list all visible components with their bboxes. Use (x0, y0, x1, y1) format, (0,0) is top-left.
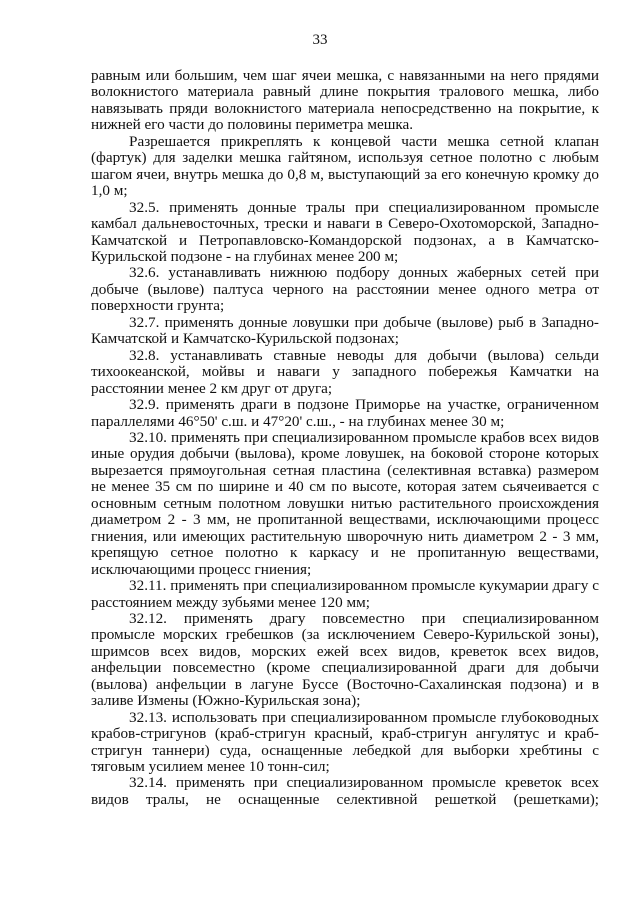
paragraph-32-9: 32.9. применять драги в подзоне Приморье на участке, ограниченном параллелями 46°50' с.ш. и 47°20' с.ш., - на глубинах менее 30 м; (91, 396, 599, 430)
paragraph-32-5: 32.5. применять донные тралы при специализированном промысле камбал дальневосточных, трески и наваги в Северо-Охотоморской, Западно-Камчатской и Петропавловско-Командорской подзонах, а в Камчатско-Курильской подзоне - на глубинах менее 200 м; (91, 198, 599, 265)
page-number: 33 (312, 32, 328, 48)
document-body (91, 68, 599, 808)
paragraph-fartuk: Разрешается прикреплять к концевой части мешка сетной клапан (фартук) для заделки мешка гайтяном, используя сетное полотно с любым шагом ячеи, внутрь мешка до 0,8 м, выступающий за его конечную кромку до 1,0 м; (91, 132, 599, 200)
paragraph-32-11: 32.11. применять при специализированном промысле кукумарии драгу с расстоянием между зубьями менее 120 мм; (91, 577, 599, 611)
paragraph-continuation: равным или большим, чем шаг ячеи мешка, с навязанными на него прядями волокнистого материала равный длине покрытия тралового мешка, либо навязывать пряди волокнистого материала непосредственно на покрытие, к нижней его части до половины периметра мешка. (91, 67, 599, 134)
paragraph-32-10: 32.10. применять при специализированном промысле крабов всех видов иные орудия добычи (вылова), кроме ловушек, на боковой стороне которых вырезается прямоугольная сетная пластина (селективная вставка) размером не менее 35 см по ширине и 40 см по высоте, которая затем сьячеивается с основным сетным полотном ловушки нитью растительного происхождения диаметром 2 - 3 мм, не пропитанной веществами, исключающими процесс гниения, или имеющих растительную шворочную нить диаметром 2 - 3 мм, крепящую сетное полотно к каркасу и не пропитанную веществами, исключающими процесс гниения; (91, 428, 599, 578)
paragraph-32-12: 32.12. применять драгу повсеместно при специализированном промысле морских гребешков (за исключением Северо-Курильской зоны), шримсов всех видов, морских ежей всех видов, креветок всех видов, анфельции повсеместно (кроме специализированной драги для добычи (вылова) анфельции в лагуне Буссе (Восточно-Сахалинская подзона) и в заливе Измены (Южно-Курильская зона); (91, 609, 599, 710)
paragraph-32-14: 32.14. применять при специализированном промысле креветок всех видов тралы, не оснащенные селективной решеткой (решетками); (91, 774, 599, 808)
paragraph-32-8: 32.8. устанавливать ставные неводы для добычи (вылова) сельди тихоокеанской, мойвы и наваги у западного побережья Камчатки на расстоянии менее 2 км друг от друга; (91, 346, 599, 397)
paragraph-32-13: 32.13. использовать при специализированном промысле глубоководных крабов-стригунов (краб-стригун красный, краб-стригун ангулятус и краб-стригун таннери) суда, оснащенные лебедкой для выборки хребтины с тяговым усилием менее 10 тонн-сил; (91, 708, 599, 776)
paragraph-32-7: 32.7. применять донные ловушки при добыче (вылове) рыб в Западно-Камчатской и Камчатско-Курильской подзонах; (91, 313, 599, 348)
paragraph-32-6: 32.6. устанавливать нижнюю подбору донных жаберных сетей при добыче (вылове) палтуса черного на расстоянии менее одного метра от поверхности грунта; (91, 264, 599, 315)
